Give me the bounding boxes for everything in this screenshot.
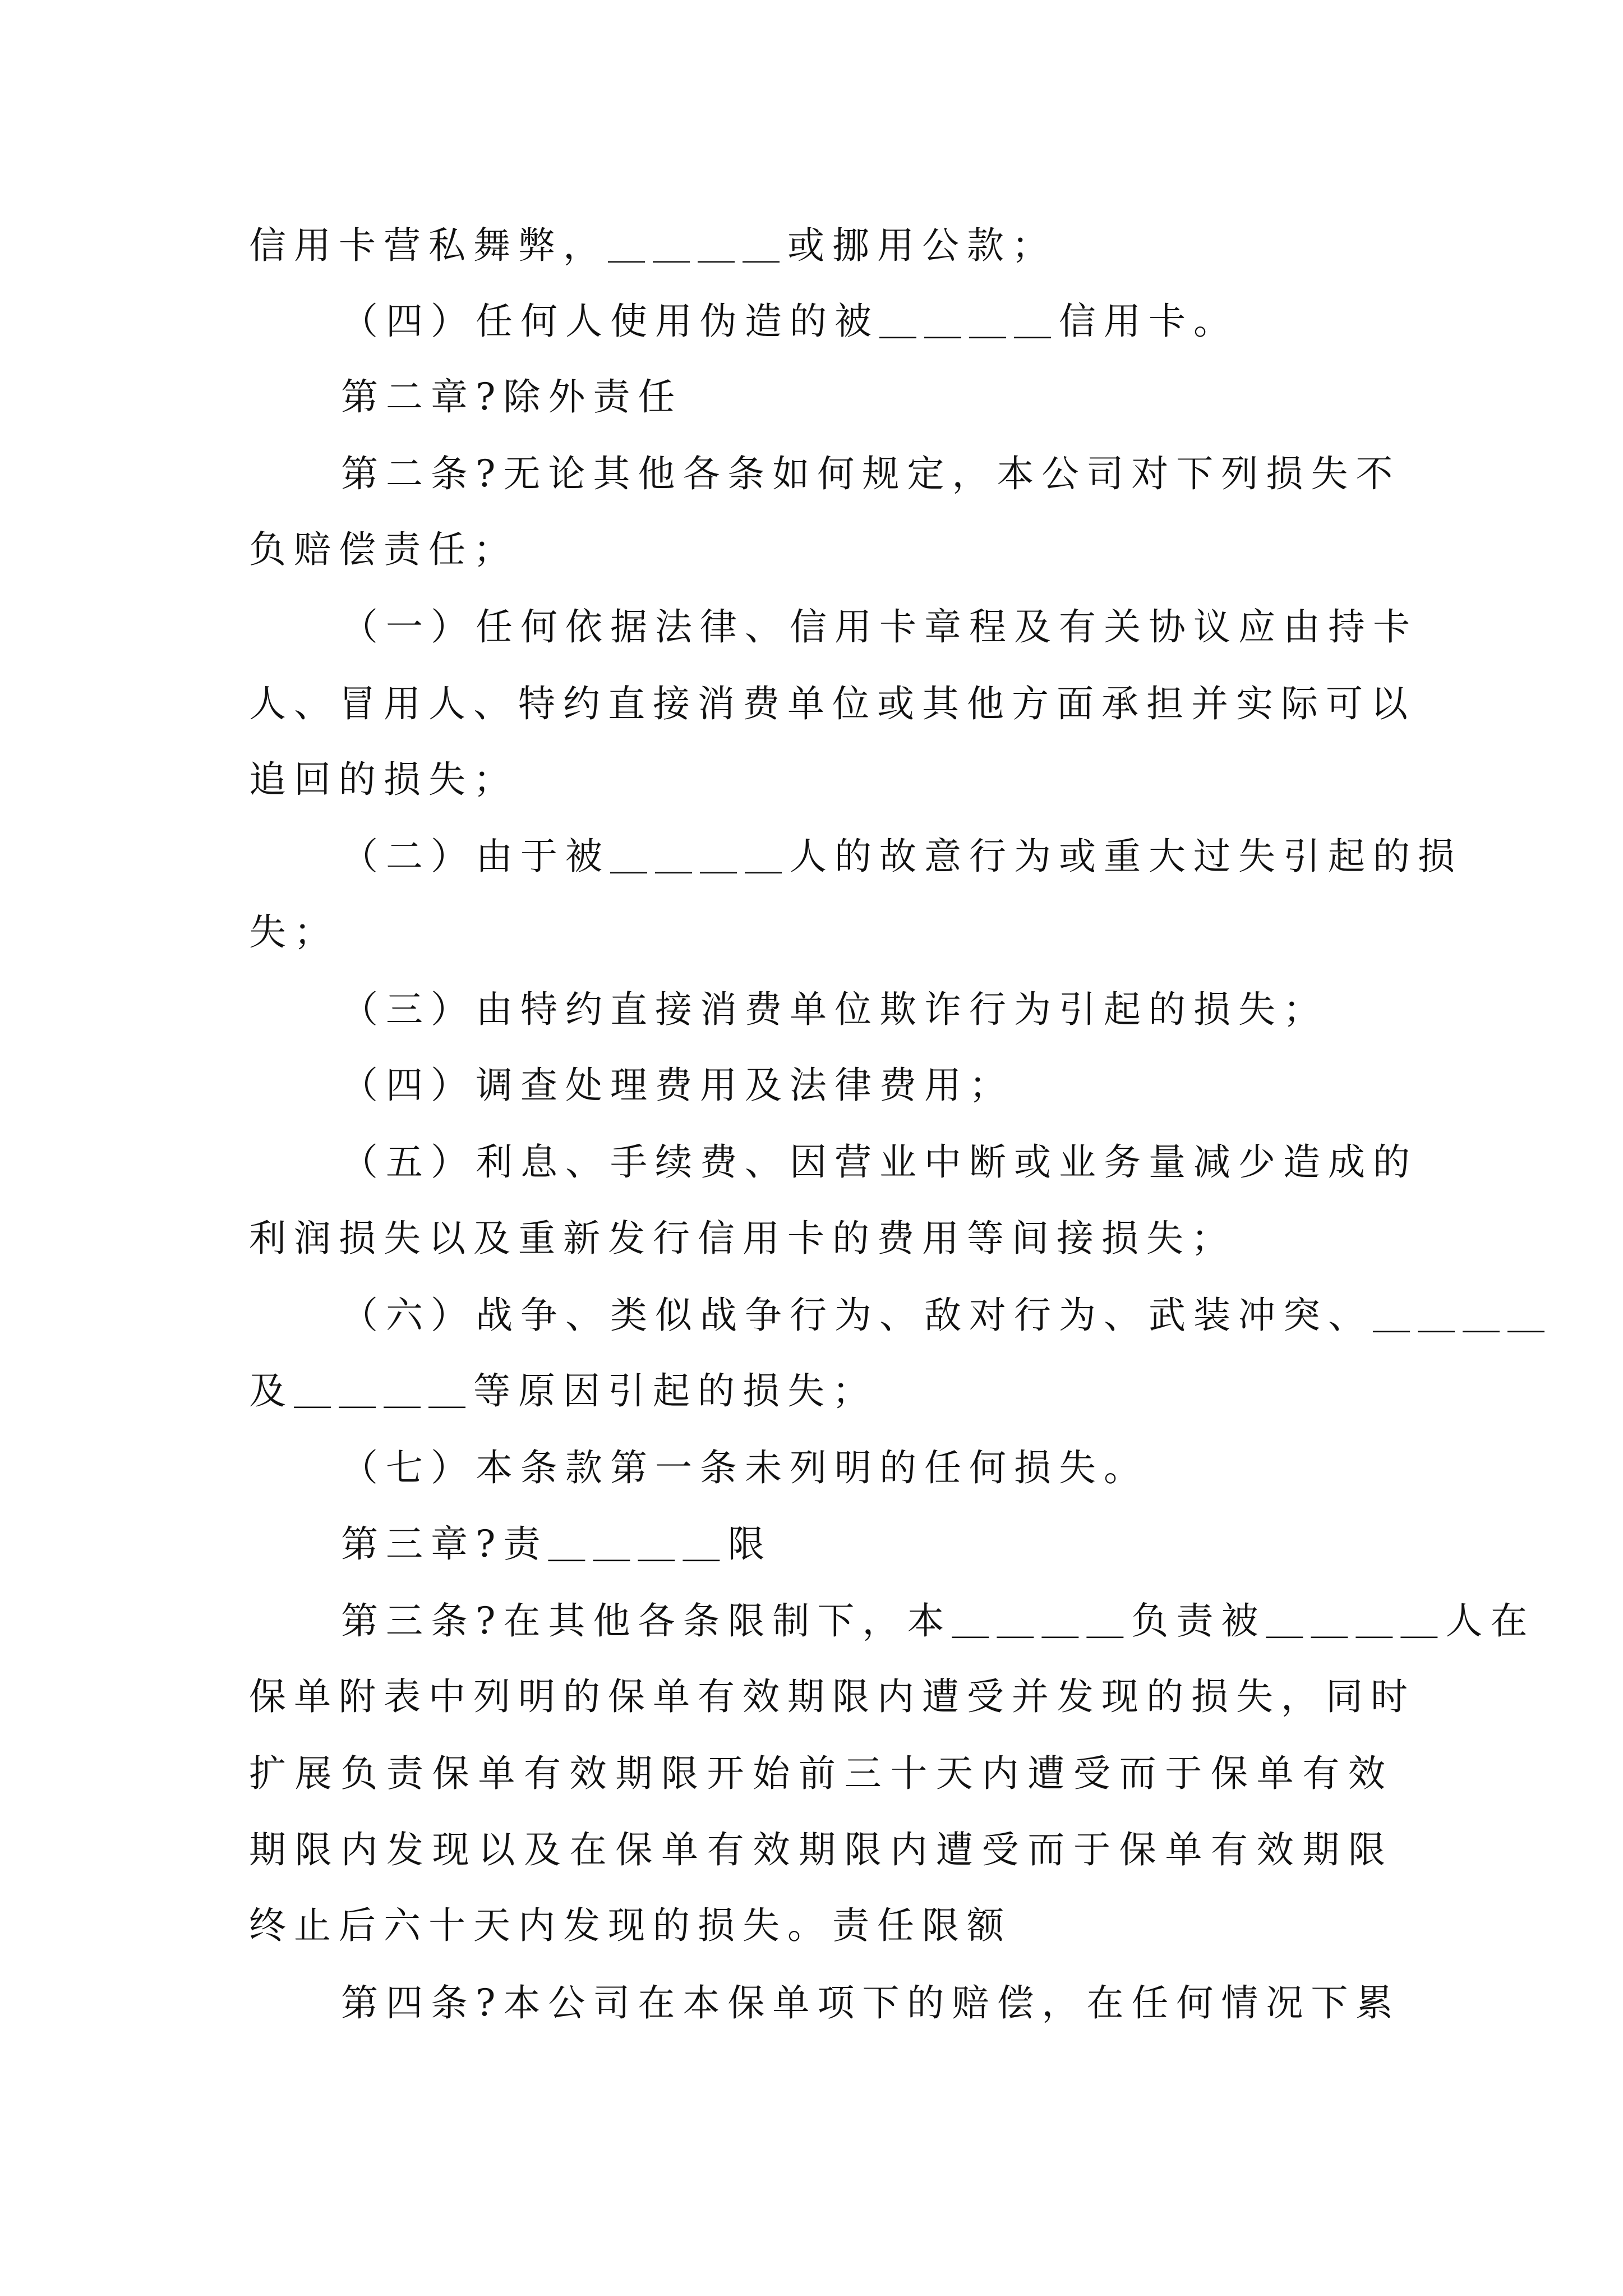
- text-line: （七）本条款第一条未列明的任何损失。: [341, 1446, 1149, 1489]
- text-line: 负赔偿责任；: [249, 528, 518, 571]
- text-line: 信用卡营私舞弊，＿＿＿＿或挪用公款；: [249, 224, 1057, 267]
- text-line: （四）任何人使用伪造的被＿＿＿＿信用卡。: [341, 300, 1238, 343]
- text-line: （四）调查处理费用及法律费用；: [341, 1064, 1014, 1107]
- section-heading: 第三章?责＿＿＿＿限: [341, 1522, 773, 1566]
- text-line: （一）任何依据法律、信用卡章程及有关协议应由持卡: [341, 605, 1418, 648]
- text-line: 追回的损失；: [249, 758, 518, 801]
- text-line: 第三条?在其他各条限制下，本＿＿＿＿负责被＿＿＿＿人在: [341, 1599, 1536, 1642]
- text-line: （二）由于被＿＿＿＿人的故意行为或重大过失引起的损: [341, 835, 1463, 878]
- text-line: （三）由特约直接消费单位欺诈行为引起的损失；: [341, 988, 1328, 1031]
- text-line: 保单附表中列明的保单有效期限内遭受并发现的损失，同时: [249, 1675, 1415, 1718]
- text-line: 及＿＿＿＿等原因引起的损失；: [249, 1369, 877, 1412]
- text-line: 期限内发现以及在保单有效期限内遭受而于保单有效期限: [249, 1828, 1393, 1871]
- text-line: （五）利息、手续费、因营业中断或业务量减少造成的: [341, 1140, 1418, 1184]
- text-line: 扩展负责保单有效期限开始前三十天内遭受而于保单有效: [249, 1752, 1393, 1795]
- section-heading: 第二章?除外责任: [341, 375, 683, 418]
- text-line: 人、冒用人、特约直接消费单位或其他方面承担并实际可以: [249, 682, 1415, 725]
- text-line: 终止后六十天内发现的损失。责任限额: [249, 1904, 1012, 1947]
- text-line: 第四条?本公司在本保单项下的赔偿，在任何情况下累: [341, 1981, 1401, 2024]
- text-line: 第二条?无论其他各条如何规定，本公司对下列损失不: [341, 452, 1401, 495]
- text-line: 利润损失以及重新发行信用卡的费用等间接损失；: [249, 1217, 1236, 1260]
- text-line: 失；: [249, 910, 339, 954]
- text-line: （六）战争、类似战争行为、敌对行为、武装冲突、＿＿＿＿: [341, 1294, 1552, 1337]
